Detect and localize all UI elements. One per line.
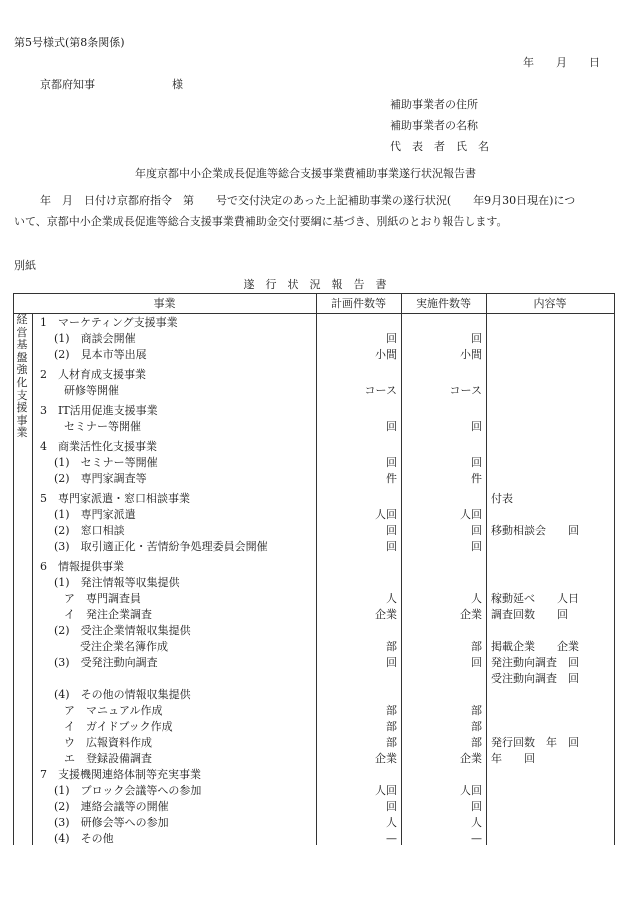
row-label: イ ガイドブック作成: [64, 720, 173, 733]
actual-cell: 部: [471, 704, 482, 717]
actual-cell: 人: [471, 816, 482, 829]
row-label: (1) 発注情報等収集提供: [54, 576, 180, 589]
plan-cell: 部: [386, 720, 397, 733]
actual-cell: 回: [471, 656, 482, 669]
table-title: 遂 行 状 況 報 告 書: [243, 278, 387, 291]
actual-cell: —: [471, 832, 482, 845]
plan-cell: 企業: [375, 608, 397, 621]
header-plan: 計画件数等: [331, 297, 386, 310]
date-line: 年 月 日: [523, 56, 600, 69]
actual-cell: 回: [471, 800, 482, 813]
plan-cell: 回: [386, 656, 397, 669]
header-actual: 実施件数等: [416, 297, 471, 310]
representative-name: 代 表 者 氏 名: [390, 140, 489, 153]
actual-cell: 件: [471, 472, 482, 485]
row-label: エ 登録設備調査: [64, 752, 152, 765]
row-label: (3) 研修会等への参加: [54, 816, 169, 829]
plan-cell: 企業: [375, 752, 397, 765]
plan-cell: 回: [386, 332, 397, 345]
row-label: 研修等開催: [64, 384, 119, 397]
row-label: 4 商業活性化支援事業: [40, 440, 157, 453]
actual-cell: 回: [471, 420, 482, 433]
row-label: 7 支援機関連絡体制等充実事業: [40, 768, 201, 781]
content-cell: 稼動延べ 人日: [491, 592, 579, 605]
plan-cell: —: [386, 832, 397, 845]
actual-cell: 回: [471, 524, 482, 537]
row-label: 1 マーケティング支援事業: [40, 316, 178, 329]
plan-cell: コース: [364, 384, 397, 397]
header-content: 内容等: [533, 297, 567, 310]
actual-cell: 人: [471, 592, 482, 605]
plan-cell: 人: [386, 816, 397, 829]
table-border-right: [614, 293, 615, 845]
content-cell: 掲載企業 企業: [491, 640, 579, 653]
body-text-line-2: いて、京都中小企業成長促進等総合支援事業費補助金交付要綱に基づき、別紙のとおり報告します。: [14, 215, 508, 228]
row-label: (2) 受注企業情報収集提供: [54, 624, 191, 637]
category-label: 経営基盤強化支援事業: [16, 313, 28, 440]
applicant-address: 補助事業者の住所: [390, 98, 478, 111]
actual-cell: 人回: [460, 784, 482, 797]
row-label: (2) 見本市等出展: [54, 348, 147, 361]
applicant-name: 補助事業者の名称: [390, 119, 478, 132]
plan-cell: 回: [386, 800, 397, 813]
row-label: イ 発注企業調査: [64, 608, 152, 621]
actual-cell: コース: [449, 384, 482, 397]
plan-cell: 回: [386, 540, 397, 553]
row-label: セミナー等開催: [64, 420, 141, 433]
body-text-line-1: 年 月 日付け京都府指令 第 号で交付決定のあった上記補助事業の遂行状況( 年9月30日現在)につ: [40, 194, 576, 207]
row-label: ウ 広報資料作成: [64, 736, 152, 749]
plan-cell: 回: [386, 456, 397, 469]
content-column-divider: [486, 293, 487, 845]
addressee: 京都府知事 様: [40, 78, 183, 91]
actual-cell: 回: [471, 456, 482, 469]
actual-cell: 回: [471, 540, 482, 553]
content-cell: 調査回数 回: [491, 608, 568, 621]
row-label: 3 IT活用促進支援事業: [40, 404, 158, 417]
row-label: ア 専門調査員: [64, 592, 141, 605]
content-cell: 移動相談会 回: [491, 524, 579, 537]
row-label: 5 専門家派遣・窓口相談事業: [40, 492, 190, 505]
content-cell: 受注動向調査 回: [491, 672, 579, 685]
actual-cell: 回: [471, 332, 482, 345]
form-number: 第5号様式(第8条関係): [14, 36, 125, 49]
plan-cell: 部: [386, 704, 397, 717]
actual-cell: 部: [471, 736, 482, 749]
plan-cell: 回: [386, 524, 397, 537]
plan-cell: 部: [386, 736, 397, 749]
row-label: ア マニュアル作成: [64, 704, 163, 717]
plan-cell: 部: [386, 640, 397, 653]
row-label: (2) 専門家調査等: [54, 472, 147, 485]
actual-cell: 人回: [460, 508, 482, 521]
plan-cell: 小間: [375, 348, 397, 361]
row-label: (3) 受発注動向調査: [54, 656, 158, 669]
actual-cell: 部: [471, 720, 482, 733]
actual-cell: 企業: [460, 608, 482, 621]
row-label: 受注企業名簿作成: [80, 640, 168, 653]
plan-cell: 件: [386, 472, 397, 485]
actual-cell: 企業: [460, 752, 482, 765]
plan-cell: 人: [386, 592, 397, 605]
row-label: (1) ブロック会議等への参加: [54, 784, 202, 797]
row-label: (2) 連絡会議等の開催: [54, 800, 169, 813]
row-label: (2) 窓口相談: [54, 524, 125, 537]
table-border-top: [13, 293, 615, 294]
content-cell: 発行回数 年 回: [491, 736, 579, 749]
content-cell: 発注動向調査 回: [491, 656, 579, 669]
row-label: (4) その他: [54, 832, 114, 845]
category-divider: [32, 313, 33, 845]
plan-cell: 人回: [375, 784, 397, 797]
document-title: 年度京都中小企業成長促進等総合支援事業費補助事業遂行状況報告書: [135, 167, 476, 180]
actual-cell: 小間: [460, 348, 482, 361]
table-header-divider: [13, 313, 615, 314]
row-label: (4) その他の情報収集提供: [54, 688, 191, 701]
row-label: 6 情報提供事業: [40, 560, 124, 573]
attachment-label: 別紙: [14, 259, 36, 272]
plan-cell: 人回: [375, 508, 397, 521]
plan-cell: 回: [386, 420, 397, 433]
header-jigyo: 事業: [153, 297, 176, 310]
row-label: (1) 商談会開催: [54, 332, 136, 345]
row-label: (1) 専門家派遣: [54, 508, 136, 521]
row-label: (1) セミナー等開催: [54, 456, 158, 469]
actual-cell: 部: [471, 640, 482, 653]
row-label: 2 人材育成支援事業: [40, 368, 146, 381]
content-cell: 付表: [491, 492, 513, 505]
content-cell: 年 回: [491, 752, 535, 765]
row-label: (3) 取引適正化・苦情紛争処理委員会開催: [54, 540, 268, 553]
